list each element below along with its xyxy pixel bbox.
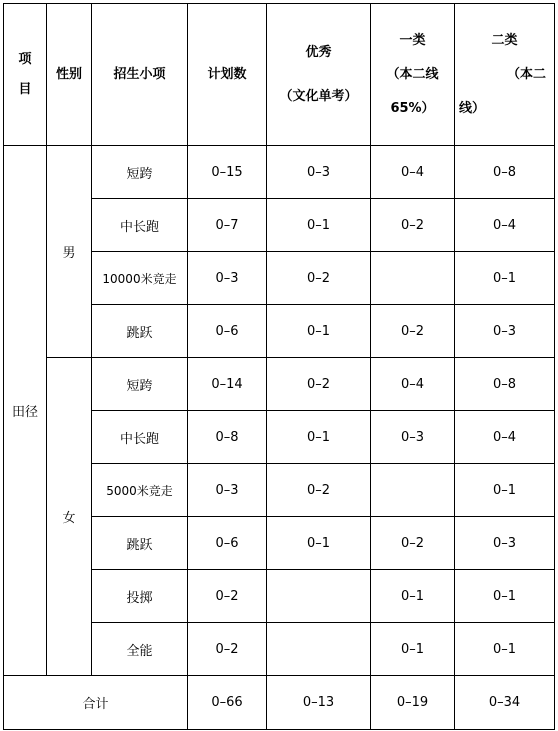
excellent-cell [267,623,371,676]
gender-cell-male: 男 [47,146,92,358]
excellent-cell: 0–2 [267,252,371,305]
header-gender: 性别 [47,4,92,146]
event-cell: 短跨 [92,146,188,199]
plan-cell: 0–15 [188,146,267,199]
class2-cell: 0–1 [455,252,555,305]
excellent-cell: 0–1 [267,411,371,464]
header-class2 [455,4,555,146]
header-excellent-line2: （文化单考） [279,88,358,104]
enrollment-plan-table [3,3,555,730]
event-cell: 中长跑 [92,411,188,464]
class2-cell: 0–4 [455,411,555,464]
class2-cell: 0–4 [455,199,555,252]
plan-cell: 0–6 [188,517,267,570]
class2-cell: 0–8 [455,146,555,199]
excellent-cell: 0–1 [267,517,371,570]
plan-cell: 0–7 [188,199,267,252]
class2-cell: 0–3 [455,305,555,358]
class1-cell: 0–1 [371,570,455,623]
class1-cell: 0–1 [371,623,455,676]
class2-cell: 0–1 [455,464,555,517]
plan-cell: 0–8 [188,411,267,464]
total-class2: 0–34 [455,676,555,730]
table-row [4,358,555,411]
event-cell: 中长跑 [92,199,188,252]
header-row [4,4,555,146]
class1-cell: 0–2 [371,199,455,252]
class1-cell: 0–4 [371,146,455,199]
class1-cell: 0–4 [371,358,455,411]
total-excellent: 0–13 [267,676,371,730]
gender-cell-female: 女 [47,358,92,676]
event-cell: 5000米竞走 [92,464,188,517]
excellent-cell: 0–1 [267,199,371,252]
header-class2-line2: （本二 [506,66,546,82]
total-plan: 0–66 [188,676,267,730]
plan-cell: 0–2 [188,570,267,623]
header-excellent [267,4,371,146]
event-cell: 投掷 [92,570,188,623]
class1-cell [371,464,455,517]
class1-cell: 0–2 [371,305,455,358]
header-class2-line1: 二类 [491,32,518,48]
class2-cell: 0–1 [455,570,555,623]
header-item [4,4,47,146]
total-row [4,676,555,730]
excellent-cell: 0–1 [267,305,371,358]
event-cell: 跳跃 [92,517,188,570]
plan-cell: 0–3 [188,252,267,305]
event-cell: 短跨 [92,358,188,411]
header-excellent-line1: 优秀 [305,44,332,60]
header-class1 [371,4,455,146]
excellent-cell [267,570,371,623]
event-cell: 跳跃 [92,305,188,358]
excellent-cell: 0–2 [267,358,371,411]
total-label: 合计 [4,676,188,730]
class1-cell [371,252,455,305]
header-plan: 计划数 [188,4,267,146]
total-class1: 0–19 [371,676,455,730]
category-cell: 田径 [4,146,47,676]
excellent-cell: 0–2 [267,464,371,517]
plan-cell: 0–2 [188,623,267,676]
header-class1-line3: 65%） [390,100,435,116]
header-item-line2: 目 [18,81,32,97]
class1-cell: 0–2 [371,517,455,570]
plan-cell: 0–6 [188,305,267,358]
table-row [4,146,555,199]
header-class2-line3: 线） [459,100,486,116]
class1-cell: 0–3 [371,411,455,464]
event-cell: 全能 [92,623,188,676]
plan-cell: 0–3 [188,464,267,517]
header-class1-line2: （本二线 [386,66,439,82]
class2-cell: 0–8 [455,358,555,411]
event-cell: 10000米竞走 [92,252,188,305]
header-item-line1: 项 [18,51,32,67]
class2-cell: 0–1 [455,623,555,676]
plan-cell: 0–14 [188,358,267,411]
class2-cell: 0–3 [455,517,555,570]
header-class1-line1: 一类 [399,32,426,48]
header-sub-item: 招生小项 [92,4,188,146]
excellent-cell: 0–3 [267,146,371,199]
